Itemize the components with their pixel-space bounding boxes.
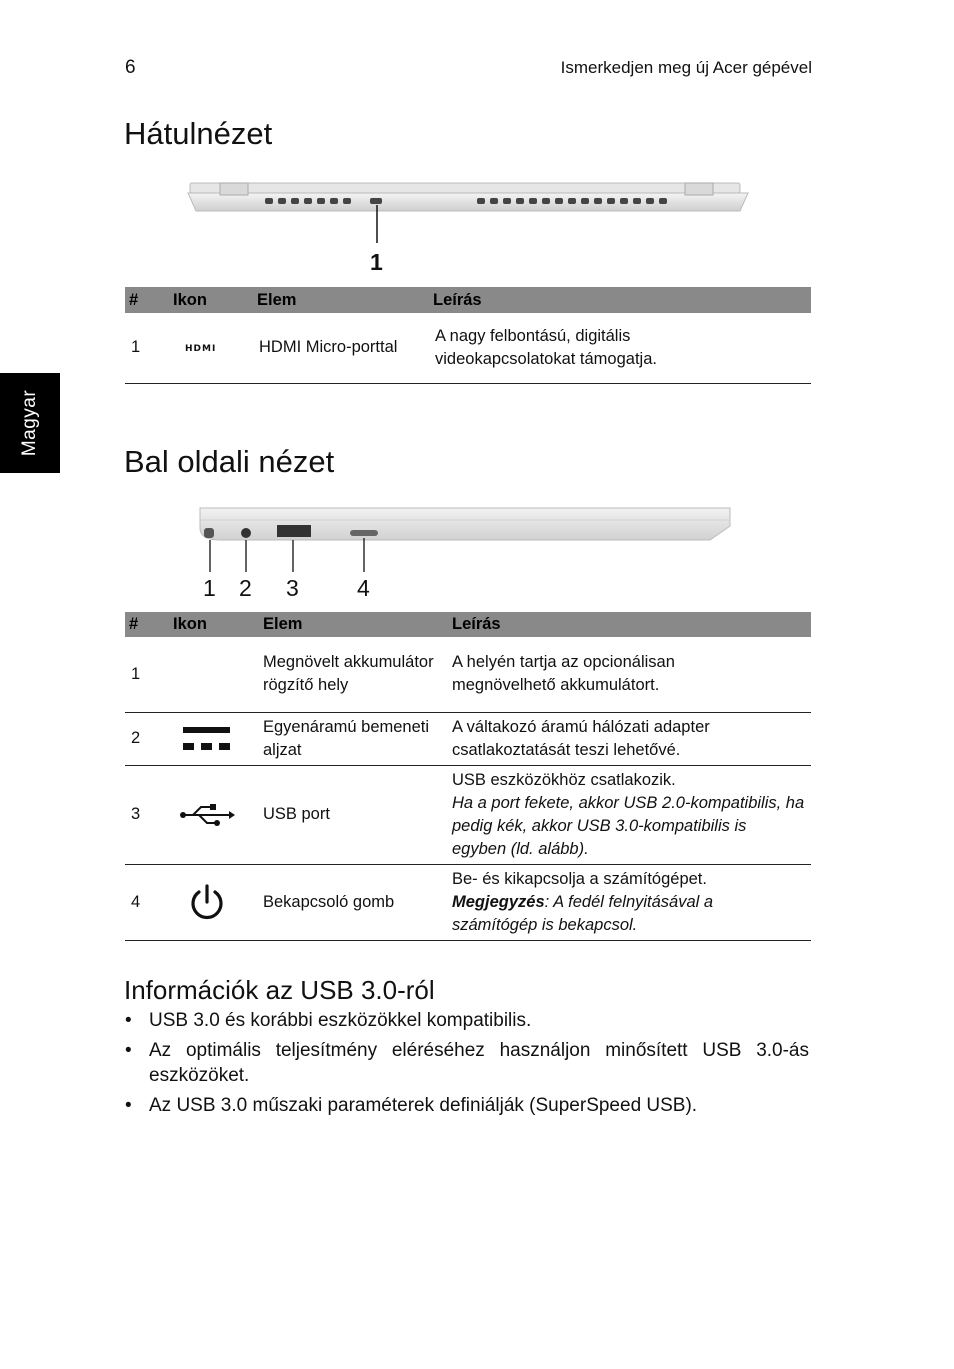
- usb-info-title: Információk az USB 3.0-ról: [124, 975, 435, 1005]
- col-header-item: Elem: [257, 287, 433, 313]
- rear-view-title: Hátulnézet: [124, 116, 273, 151]
- row-num: 3: [125, 765, 173, 864]
- left-view-table: [125, 612, 811, 941]
- row-num: 4: [125, 864, 173, 940]
- col-header-item: Elem: [263, 612, 452, 637]
- row-num: 1: [125, 313, 173, 383]
- hdmi-icon: HDMI: [173, 313, 257, 383]
- left-callout-1: 1: [203, 575, 216, 601]
- running-title: Ismerkedjen meg új Acer gépével: [560, 58, 812, 77]
- row-desc: A helyén tartja az opcionálisan megnövelhető akkumulátort.: [452, 637, 811, 712]
- row-desc-cell: [452, 765, 811, 864]
- list-item: • Az USB 3.0 műszaki paraméterek definiálják (SuperSpeed USB).: [125, 1093, 809, 1118]
- row-item: HDMI Micro-porttal: [257, 313, 433, 383]
- row-desc: Be- és kikapcsolja a számítógépet.: [452, 869, 707, 888]
- usb-info-list: [125, 1008, 809, 1123]
- table-row: [125, 637, 811, 712]
- list-item: • USB 3.0 és korábbi eszközökkel kompatibilis.: [125, 1008, 809, 1033]
- rear-view-table: [125, 287, 811, 384]
- language-tab-label: Magyar: [19, 389, 40, 457]
- row-desc-note: Ha a port fekete, akkor USB 2.0-kompatibilis, ha pedig kék, akkor USB 3.0-kompatibilis is egyben (ld. alább).: [452, 793, 805, 858]
- row-desc-cell: [452, 864, 811, 940]
- col-header-icon: Ikon: [173, 287, 257, 313]
- laptop-left-illustration: [190, 500, 750, 580]
- col-header-desc: Leírás: [452, 612, 811, 637]
- left-view-title: Bal oldali nézet: [124, 444, 335, 479]
- table-row: [125, 712, 811, 765]
- list-item: • Az optimális teljesítmény eléréséhez használjon minősített USB 3.0-ás eszközöket.: [125, 1038, 809, 1088]
- left-callout-3: 3: [286, 575, 299, 601]
- row-item: Bekapcsoló gomb: [263, 864, 452, 940]
- dc-in-icon: [173, 712, 263, 765]
- row-num: 1: [125, 637, 173, 712]
- power-icon: [173, 864, 263, 940]
- row-item: Egyenáramú bemeneti aljzat: [263, 712, 452, 765]
- table-row: [125, 765, 811, 864]
- page-number: 6: [125, 57, 136, 78]
- laptop-rear-illustration: [180, 175, 760, 275]
- col-header-num: #: [125, 612, 173, 637]
- row-num: 2: [125, 712, 173, 765]
- left-callout-4: 4: [357, 575, 370, 601]
- col-header-num: #: [125, 287, 173, 313]
- language-tab: [0, 373, 60, 473]
- table-header-row: [125, 612, 811, 637]
- note-text: : A fedél felnyitásával a számítógép is bekapcsol.: [452, 892, 714, 934]
- col-header-desc: Leírás: [433, 287, 811, 313]
- row-item: USB port: [263, 765, 452, 864]
- row-desc-note: [452, 891, 751, 937]
- table-row: [125, 864, 811, 940]
- table-header-row: [125, 287, 811, 313]
- note-label: Megjegyzés: [452, 892, 545, 911]
- row-desc: A váltakozó áramú hálózati adapter csatlakoztatását teszi lehetővé.: [452, 712, 811, 765]
- col-header-icon: Ikon: [173, 612, 263, 637]
- rear-callout-1: 1: [370, 249, 383, 275]
- usb-icon: [173, 765, 263, 864]
- row-icon-empty: [173, 637, 263, 712]
- left-callout-2: 2: [239, 575, 252, 601]
- row-desc: USB eszközökhöz csatlakozik.: [452, 770, 676, 789]
- row-desc: A nagy felbontású, digitális videokapcsolatokat támogatja.: [433, 313, 811, 383]
- table-row: [125, 313, 811, 383]
- row-item: Megnövelt akkumulátor rögzítő hely: [263, 637, 452, 712]
